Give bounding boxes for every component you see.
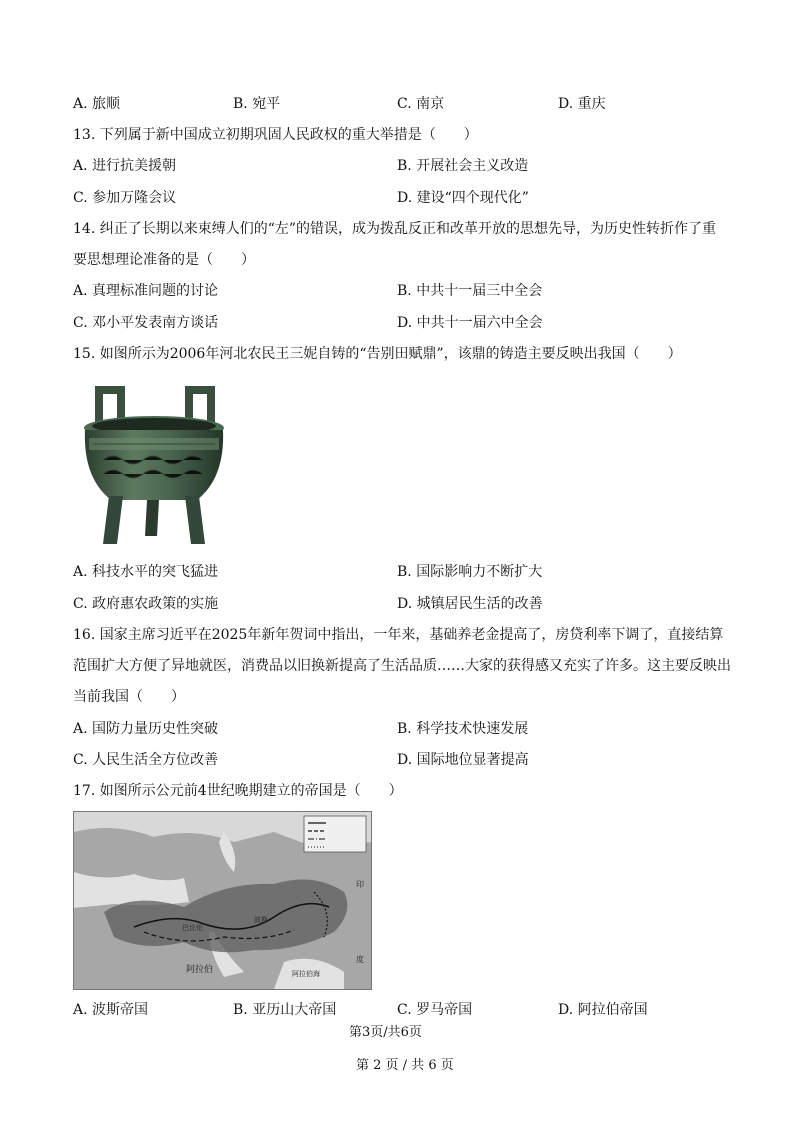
q13-option-d: D. 建设“四个现代化” — [397, 190, 529, 206]
map-label-du: 度 — [356, 955, 364, 964]
empire-map-image — [73, 811, 372, 990]
q16-option-b: B. 科学技术快速发展 — [397, 721, 529, 737]
q17-option-a: A. 波斯帝国 — [73, 1002, 149, 1018]
q16-stem-line2: 范围扩大方便了异地就医，消费品以旧换新提高了生活品质……大家的获得感又充实了许多。这主要反映出 — [73, 658, 731, 674]
q12-option-d: D. 重庆 — [558, 96, 606, 112]
q14-option-d: D. 中共十一届六中全会 — [397, 315, 543, 331]
q15-stem: 15. 如图所示为2006年河北农民王三妮自铸的“告别田赋鼎”，该鼎的铸造主要反映出我国（ ） — [73, 346, 682, 362]
q17-option-d: D. 阿拉伯帝国 — [558, 1002, 648, 1018]
q17-stem: 17. 如图所示公元前4世纪晚期建立的帝国是（ ） — [73, 783, 403, 799]
q12-option-a: A. 旅顺 — [73, 96, 121, 112]
q16-option-a: A. 国防力量历史性突破 — [73, 721, 219, 737]
q17-option-b: B. 亚历山大帝国 — [233, 1002, 337, 1018]
outer-page-number: 第 2 页 / 共 6 页 — [356, 1058, 454, 1073]
q14-stem-line2: 要思想理论准备的是（ ） — [73, 252, 255, 268]
map-label-arabia: 阿拉伯 — [186, 965, 214, 975]
q12-option-b: B. 宛平 — [233, 96, 281, 112]
q15-option-b: B. 国际影响力不断扩大 — [397, 564, 543, 580]
q14-option-c: C. 邓小平发表南方谈话 — [73, 315, 219, 331]
q16-stem-line1: 16. 国家主席习近平在2025年新年贺词中指出，一年来，基础养老金提高了，房贷利率下调了，直接结算 — [73, 627, 724, 643]
q15-option-a: A. 科技水平的突飞猛进 — [73, 564, 219, 580]
q16-option-d: D. 国际地位显著提高 — [397, 752, 529, 768]
q14-option-a: A. 真理标准问题的讨论 — [73, 283, 219, 299]
map-label-arabian-sea: 阿拉伯海 — [292, 970, 320, 978]
q14-option-b: B. 中共十一届三中全会 — [397, 283, 543, 299]
q17-option-c: C. 罗马帝国 — [397, 1002, 473, 1018]
q15-option-c: C. 政府惠农政策的实施 — [73, 596, 219, 612]
q15-option-d: D. 城镇居民生活的改善 — [397, 596, 543, 612]
map-label-persia: 波斯 — [254, 916, 268, 924]
inner-page-number: 第3页/共6页 — [349, 1025, 422, 1040]
map-label-india: 印 — [356, 880, 364, 889]
q13-option-c: C. 参加万隆会议 — [73, 190, 177, 206]
q13-stem: 13. 下列属于新中国成立初期巩固人民政权的重大举措是（ ） — [73, 127, 478, 143]
q13-option-b: B. 开展社会主义改造 — [397, 158, 529, 174]
q16-option-c: C. 人民生活全方位改善 — [73, 752, 219, 768]
q12-option-c: C. 南京 — [397, 96, 445, 112]
q16-stem-line3: 当前我国（ ） — [73, 689, 185, 705]
q14-stem-line1: 14. 纠正了长期以来束缚人们的“左”的错误，成为拨乱反正和改革开放的思想先导，为历史性转折作了重 — [73, 221, 717, 237]
q13-option-a: A. 进行抗美援朝 — [73, 158, 177, 174]
tripod-cauldron-image — [73, 378, 235, 548]
map-label-babylon: 巴比伦 — [182, 924, 203, 932]
